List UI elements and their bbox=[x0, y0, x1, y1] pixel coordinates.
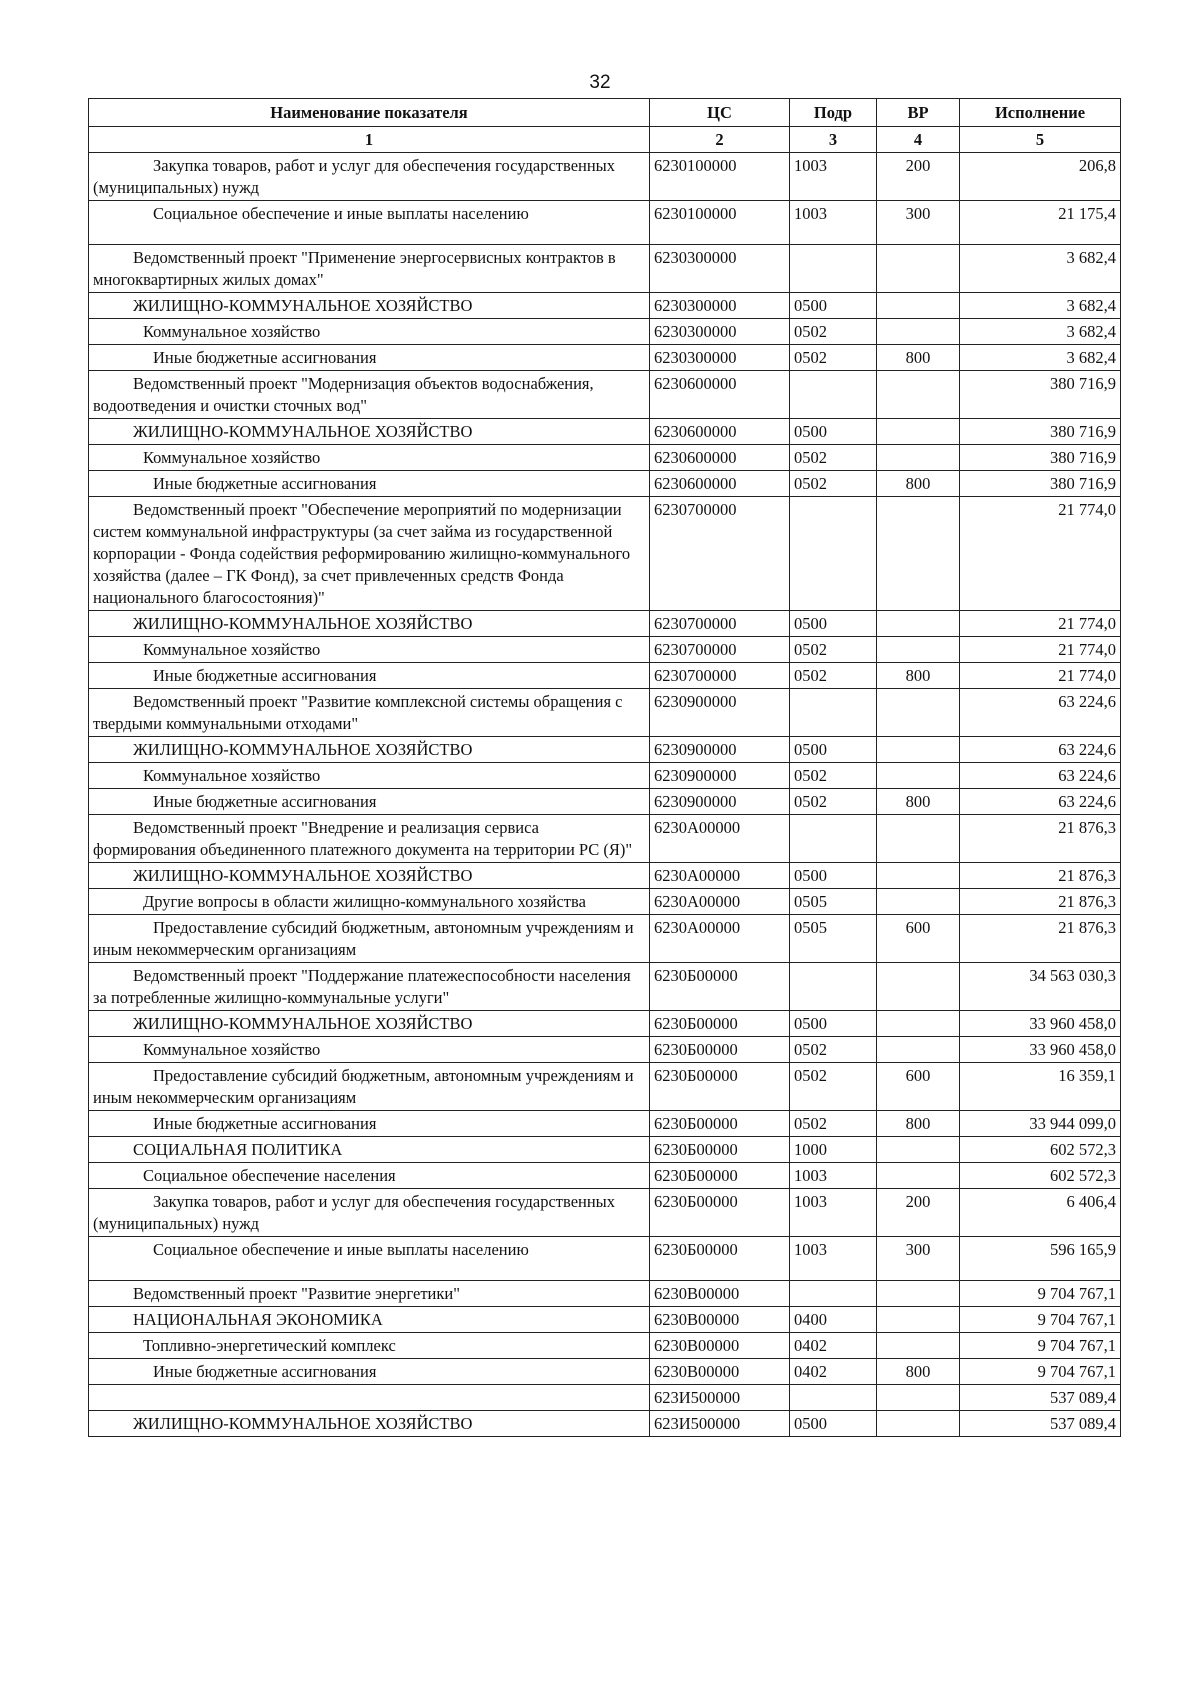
cell-cs: 6230Б00000 bbox=[650, 1237, 790, 1281]
cell-vr: 200 bbox=[877, 153, 960, 201]
cell-vr bbox=[877, 637, 960, 663]
cell-cs: 6230700000 bbox=[650, 637, 790, 663]
cell-vr bbox=[877, 1333, 960, 1359]
cell-vr bbox=[877, 963, 960, 1011]
table-row bbox=[89, 1359, 1121, 1385]
cell-amount: 3 682,4 bbox=[960, 319, 1121, 345]
cell-podr bbox=[790, 815, 877, 863]
cell-amount: 380 716,9 bbox=[960, 445, 1121, 471]
cell-cs: 6230Б00000 bbox=[650, 1137, 790, 1163]
cell-podr: 0502 bbox=[790, 789, 877, 815]
cell-name: Ведомственный проект "Применение энергосервисных контрактов в многоквартирных жилых домах" bbox=[89, 245, 650, 293]
cell-podr: 0502 bbox=[790, 663, 877, 689]
cell-podr: 0500 bbox=[790, 1011, 877, 1037]
cell-amount: 21 774,0 bbox=[960, 637, 1121, 663]
table-row bbox=[89, 737, 1121, 763]
cell-amount: 9 704 767,1 bbox=[960, 1281, 1121, 1307]
table-row bbox=[89, 1189, 1121, 1237]
cell-cs: 6230100000 bbox=[650, 153, 790, 201]
cell-podr: 0500 bbox=[790, 863, 877, 889]
cell-podr bbox=[790, 689, 877, 737]
cell-name: Предоставление субсидий бюджетным, автономным учреждениям и иным некоммерческим организациям bbox=[89, 915, 650, 963]
table-row bbox=[89, 915, 1121, 963]
cell-podr: 0505 bbox=[790, 915, 877, 963]
cell-podr: 1003 bbox=[790, 1163, 877, 1189]
cell-podr: 0402 bbox=[790, 1359, 877, 1385]
cell-name: Социальное обеспечение населения bbox=[89, 1163, 650, 1189]
cell-name: Социальное обеспечение и иные выплаты населению bbox=[89, 201, 650, 245]
table-row bbox=[89, 1137, 1121, 1163]
cell-cs: 6230А00000 bbox=[650, 915, 790, 963]
cell-vr: 800 bbox=[877, 663, 960, 689]
cell-amount: 537 089,4 bbox=[960, 1385, 1121, 1411]
cell-amount: 21 876,3 bbox=[960, 889, 1121, 915]
cell-name: Ведомственный проект "Развитие энергетики" bbox=[89, 1281, 650, 1307]
cell-cs: 6230700000 bbox=[650, 497, 790, 611]
cell-name: Коммунальное хозяйство bbox=[89, 445, 650, 471]
cell-vr: 800 bbox=[877, 1359, 960, 1385]
cell-vr bbox=[877, 419, 960, 445]
cell-vr bbox=[877, 815, 960, 863]
cell-vr bbox=[877, 611, 960, 637]
cell-name: Иные бюджетные ассигнования bbox=[89, 663, 650, 689]
header-vr: ВР bbox=[877, 99, 960, 127]
cell-name: ЖИЛИЩНО-КОММУНАЛЬНОЕ ХОЗЯЙСТВО bbox=[89, 1411, 650, 1437]
table-row bbox=[89, 1307, 1121, 1333]
cell-amount: 33 960 458,0 bbox=[960, 1037, 1121, 1063]
cell-vr bbox=[877, 497, 960, 611]
cell-cs: 6230300000 bbox=[650, 319, 790, 345]
cell-amount: 596 165,9 bbox=[960, 1237, 1121, 1281]
cell-podr: 0502 bbox=[790, 445, 877, 471]
cell-amount: 6 406,4 bbox=[960, 1189, 1121, 1237]
cell-vr bbox=[877, 445, 960, 471]
cell-name: Иные бюджетные ассигнования bbox=[89, 789, 650, 815]
cell-name: Закупка товаров, работ и услуг для обеспечения государственных (муниципальных) нужд bbox=[89, 1189, 650, 1237]
cell-amount: 602 572,3 bbox=[960, 1163, 1121, 1189]
cell-name: СОЦИАЛЬНАЯ ПОЛИТИКА bbox=[89, 1137, 650, 1163]
table-row bbox=[89, 445, 1121, 471]
table-body bbox=[89, 153, 1121, 1437]
cell-cs: 6230900000 bbox=[650, 689, 790, 737]
cell-cs: 6230300000 bbox=[650, 293, 790, 319]
cell-amount: 21 774,0 bbox=[960, 663, 1121, 689]
cell-name: ЖИЛИЩНО-КОММУНАЛЬНОЕ ХОЗЯЙСТВО bbox=[89, 293, 650, 319]
table-row bbox=[89, 1237, 1121, 1281]
cell-podr bbox=[790, 245, 877, 293]
cell-podr bbox=[790, 1281, 877, 1307]
cell-cs: 6230А00000 bbox=[650, 863, 790, 889]
cell-podr: 0502 bbox=[790, 345, 877, 371]
table-row bbox=[89, 293, 1121, 319]
cell-podr: 1003 bbox=[790, 201, 877, 245]
table-row bbox=[89, 689, 1121, 737]
cell-amount: 380 716,9 bbox=[960, 419, 1121, 445]
cell-vr bbox=[877, 737, 960, 763]
cell-name: НАЦИОНАЛЬНАЯ ЭКОНОМИКА bbox=[89, 1307, 650, 1333]
cell-cs: 6230В00000 bbox=[650, 1281, 790, 1307]
cell-name: Ведомственный проект "Внедрение и реализация сервиса формирования объединенного платежного документа на территории РС (Я)" bbox=[89, 815, 650, 863]
cell-podr: 0502 bbox=[790, 1111, 877, 1137]
table-row bbox=[89, 763, 1121, 789]
cell-vr bbox=[877, 1411, 960, 1437]
cell-vr bbox=[877, 245, 960, 293]
cell-vr: 300 bbox=[877, 1237, 960, 1281]
cell-vr bbox=[877, 1307, 960, 1333]
cell-name: Коммунальное хозяйство bbox=[89, 1037, 650, 1063]
cell-podr bbox=[790, 963, 877, 1011]
cell-vr: 800 bbox=[877, 1111, 960, 1137]
column-number: 3 bbox=[790, 127, 877, 153]
cell-podr: 0502 bbox=[790, 1063, 877, 1111]
cell-name: Иные бюджетные ассигнования bbox=[89, 1359, 650, 1385]
cell-cs: 6230700000 bbox=[650, 663, 790, 689]
cell-amount: 3 682,4 bbox=[960, 245, 1121, 293]
cell-podr: 0502 bbox=[790, 319, 877, 345]
cell-name: Другие вопросы в области жилищно-коммунального хозяйства bbox=[89, 889, 650, 915]
cell-cs: 6230Б00000 bbox=[650, 1189, 790, 1237]
cell-name: Ведомственный проект "Развитие комплексной системы обращения с твердыми коммунальными отходами" bbox=[89, 689, 650, 737]
cell-cs: 6230100000 bbox=[650, 201, 790, 245]
cell-podr: 1003 bbox=[790, 1189, 877, 1237]
cell-cs: 6230600000 bbox=[650, 471, 790, 497]
cell-cs: 6230600000 bbox=[650, 371, 790, 419]
cell-vr: 600 bbox=[877, 915, 960, 963]
cell-name: Топливно-энергетический комплекс bbox=[89, 1333, 650, 1359]
cell-cs: 6230В00000 bbox=[650, 1359, 790, 1385]
cell-amount: 63 224,6 bbox=[960, 737, 1121, 763]
cell-cs: 6230Б00000 bbox=[650, 1011, 790, 1037]
cell-podr: 0500 bbox=[790, 293, 877, 319]
cell-name: Коммунальное хозяйство bbox=[89, 763, 650, 789]
column-number: 5 bbox=[960, 127, 1121, 153]
table-row bbox=[89, 153, 1121, 201]
cell-vr bbox=[877, 689, 960, 737]
cell-cs: 623И500000 bbox=[650, 1385, 790, 1411]
cell-cs: 6230Б00000 bbox=[650, 1037, 790, 1063]
table-row bbox=[89, 345, 1121, 371]
cell-cs: 6230Б00000 bbox=[650, 963, 790, 1011]
table-row bbox=[89, 1011, 1121, 1037]
cell-vr: 800 bbox=[877, 789, 960, 815]
table-row bbox=[89, 497, 1121, 611]
cell-amount: 380 716,9 bbox=[960, 471, 1121, 497]
cell-cs: 6230Б00000 bbox=[650, 1111, 790, 1137]
cell-cs: 6230600000 bbox=[650, 445, 790, 471]
cell-cs: 6230900000 bbox=[650, 737, 790, 763]
cell-cs: 6230В00000 bbox=[650, 1307, 790, 1333]
column-number-row bbox=[89, 127, 1121, 153]
cell-podr: 0505 bbox=[790, 889, 877, 915]
table-row bbox=[89, 1411, 1121, 1437]
cell-amount: 602 572,3 bbox=[960, 1137, 1121, 1163]
page-number: 32 bbox=[589, 72, 611, 93]
cell-amount: 63 224,6 bbox=[960, 789, 1121, 815]
cell-name: Ведомственный проект "Поддержание платежеспособности населения за потребленные жилищно-коммунальные услуги" bbox=[89, 963, 650, 1011]
table-row bbox=[89, 1385, 1121, 1411]
cell-name: ЖИЛИЩНО-КОММУНАЛЬНОЕ ХОЗЯЙСТВО bbox=[89, 1011, 650, 1037]
cell-podr: 0502 bbox=[790, 1037, 877, 1063]
cell-name: Предоставление субсидий бюджетным, автономным учреждениям и иным некоммерческим организациям bbox=[89, 1063, 650, 1111]
cell-amount: 16 359,1 bbox=[960, 1063, 1121, 1111]
cell-name: ЖИЛИЩНО-КОММУНАЛЬНОЕ ХОЗЯЙСТВО bbox=[89, 737, 650, 763]
cell-cs: 6230В00000 bbox=[650, 1333, 790, 1359]
column-number: 2 bbox=[650, 127, 790, 153]
table-row bbox=[89, 1281, 1121, 1307]
cell-cs: 6230900000 bbox=[650, 763, 790, 789]
table-row bbox=[89, 371, 1121, 419]
cell-name: Ведомственный проект "Обеспечение мероприятий по модернизации систем коммунальной инфраструктуры (за счет займа из государственной корпорации - Фонда содействия реформированию жилищно-коммунального хозяйства (далее – ГК Фонд), за счет привлеченных средств Фонда национального благосостояния)" bbox=[89, 497, 650, 611]
cell-amount: 63 224,6 bbox=[960, 763, 1121, 789]
cell-vr bbox=[877, 1385, 960, 1411]
cell-podr: 0500 bbox=[790, 611, 877, 637]
cell-amount: 21 774,0 bbox=[960, 611, 1121, 637]
cell-podr bbox=[790, 497, 877, 611]
cell-name: Иные бюджетные ассигнования bbox=[89, 471, 650, 497]
header-podr: Подр bbox=[790, 99, 877, 127]
cell-name: Иные бюджетные ассигнования bbox=[89, 1111, 650, 1137]
cell-name: Коммунальное хозяйство bbox=[89, 319, 650, 345]
cell-vr bbox=[877, 863, 960, 889]
cell-amount: 537 089,4 bbox=[960, 1411, 1121, 1437]
table-row bbox=[89, 663, 1121, 689]
table-row bbox=[89, 201, 1121, 245]
cell-podr: 0402 bbox=[790, 1333, 877, 1359]
column-number: 1 bbox=[89, 127, 650, 153]
cell-vr bbox=[877, 1281, 960, 1307]
cell-name: Социальное обеспечение и иные выплаты населению bbox=[89, 1237, 650, 1281]
table-row bbox=[89, 1037, 1121, 1063]
cell-name: ЖИЛИЩНО-КОММУНАЛЬНОЕ ХОЗЯЙСТВО bbox=[89, 419, 650, 445]
cell-amount: 3 682,4 bbox=[960, 345, 1121, 371]
cell-vr bbox=[877, 889, 960, 915]
cell-vr: 800 bbox=[877, 345, 960, 371]
table-row bbox=[89, 789, 1121, 815]
cell-amount: 380 716,9 bbox=[960, 371, 1121, 419]
header-amount: Исполнение bbox=[960, 99, 1121, 127]
cell-podr: 0400 bbox=[790, 1307, 877, 1333]
cell-podr bbox=[790, 371, 877, 419]
table-row bbox=[89, 419, 1121, 445]
table-row bbox=[89, 963, 1121, 1011]
cell-vr bbox=[877, 1037, 960, 1063]
cell-amount: 9 704 767,1 bbox=[960, 1333, 1121, 1359]
cell-podr bbox=[790, 1385, 877, 1411]
cell-vr bbox=[877, 319, 960, 345]
table-row bbox=[89, 1063, 1121, 1111]
cell-amount: 34 563 030,3 bbox=[960, 963, 1121, 1011]
cell-amount: 21 876,3 bbox=[960, 815, 1121, 863]
cell-vr bbox=[877, 293, 960, 319]
cell-amount: 21 774,0 bbox=[960, 497, 1121, 611]
cell-name: Ведомственный проект "Модернизация объектов водоснабжения, водоотведения и очистки сточных вод" bbox=[89, 371, 650, 419]
cell-vr bbox=[877, 371, 960, 419]
cell-amount: 9 704 767,1 bbox=[960, 1307, 1121, 1333]
cell-cs: 6230А00000 bbox=[650, 815, 790, 863]
cell-name: Закупка товаров, работ и услуг для обеспечения государственных (муниципальных) нужд bbox=[89, 153, 650, 201]
cell-podr: 0500 bbox=[790, 737, 877, 763]
header-row bbox=[89, 99, 1121, 127]
table-row bbox=[89, 863, 1121, 889]
cell-amount: 206,8 bbox=[960, 153, 1121, 201]
cell-vr bbox=[877, 1163, 960, 1189]
table-row bbox=[89, 637, 1121, 663]
cell-podr: 0502 bbox=[790, 637, 877, 663]
cell-amount: 21 876,3 bbox=[960, 915, 1121, 963]
cell-cs: 6230300000 bbox=[650, 345, 790, 371]
table-row bbox=[89, 815, 1121, 863]
cell-vr bbox=[877, 1137, 960, 1163]
cell-amount: 9 704 767,1 bbox=[960, 1359, 1121, 1385]
table-row bbox=[89, 471, 1121, 497]
table-row bbox=[89, 319, 1121, 345]
cell-vr: 600 bbox=[877, 1063, 960, 1111]
table-row bbox=[89, 245, 1121, 293]
cell-podr: 0500 bbox=[790, 419, 877, 445]
table-row bbox=[89, 1111, 1121, 1137]
table-row bbox=[89, 889, 1121, 915]
cell-amount: 3 682,4 bbox=[960, 293, 1121, 319]
cell-cs: 623И500000 bbox=[650, 1411, 790, 1437]
cell-podr: 0500 bbox=[790, 1411, 877, 1437]
cell-cs: 6230600000 bbox=[650, 419, 790, 445]
cell-cs: 6230Б00000 bbox=[650, 1163, 790, 1189]
cell-amount: 63 224,6 bbox=[960, 689, 1121, 737]
cell-amount: 33 944 099,0 bbox=[960, 1111, 1121, 1137]
cell-podr: 1003 bbox=[790, 1237, 877, 1281]
cell-cs: 6230700000 bbox=[650, 611, 790, 637]
table-row bbox=[89, 611, 1121, 637]
cell-name: Иные бюджетные ассигнования bbox=[89, 345, 650, 371]
cell-podr: 0502 bbox=[790, 471, 877, 497]
cell-podr: 1000 bbox=[790, 1137, 877, 1163]
cell-vr: 200 bbox=[877, 1189, 960, 1237]
column-number: 4 bbox=[877, 127, 960, 153]
cell-amount: 21 175,4 bbox=[960, 201, 1121, 245]
budget-execution-table bbox=[88, 98, 1121, 1437]
cell-cs: 6230А00000 bbox=[650, 889, 790, 915]
cell-vr: 300 bbox=[877, 201, 960, 245]
cell-vr bbox=[877, 1011, 960, 1037]
cell-podr: 1003 bbox=[790, 153, 877, 201]
cell-cs: 6230900000 bbox=[650, 789, 790, 815]
header-name: Наименование показателя bbox=[89, 99, 650, 127]
cell-amount: 33 960 458,0 bbox=[960, 1011, 1121, 1037]
cell-cs: 6230Б00000 bbox=[650, 1063, 790, 1111]
cell-vr bbox=[877, 763, 960, 789]
header-cs: ЦС bbox=[650, 99, 790, 127]
cell-amount: 21 876,3 bbox=[960, 863, 1121, 889]
cell-name bbox=[89, 1385, 650, 1411]
table-row bbox=[89, 1163, 1121, 1189]
cell-cs: 6230300000 bbox=[650, 245, 790, 293]
table-row bbox=[89, 1333, 1121, 1359]
cell-podr: 0502 bbox=[790, 763, 877, 789]
cell-vr: 800 bbox=[877, 471, 960, 497]
cell-name: ЖИЛИЩНО-КОММУНАЛЬНОЕ ХОЗЯЙСТВО bbox=[89, 611, 650, 637]
cell-name: ЖИЛИЩНО-КОММУНАЛЬНОЕ ХОЗЯЙСТВО bbox=[89, 863, 650, 889]
cell-name: Коммунальное хозяйство bbox=[89, 637, 650, 663]
